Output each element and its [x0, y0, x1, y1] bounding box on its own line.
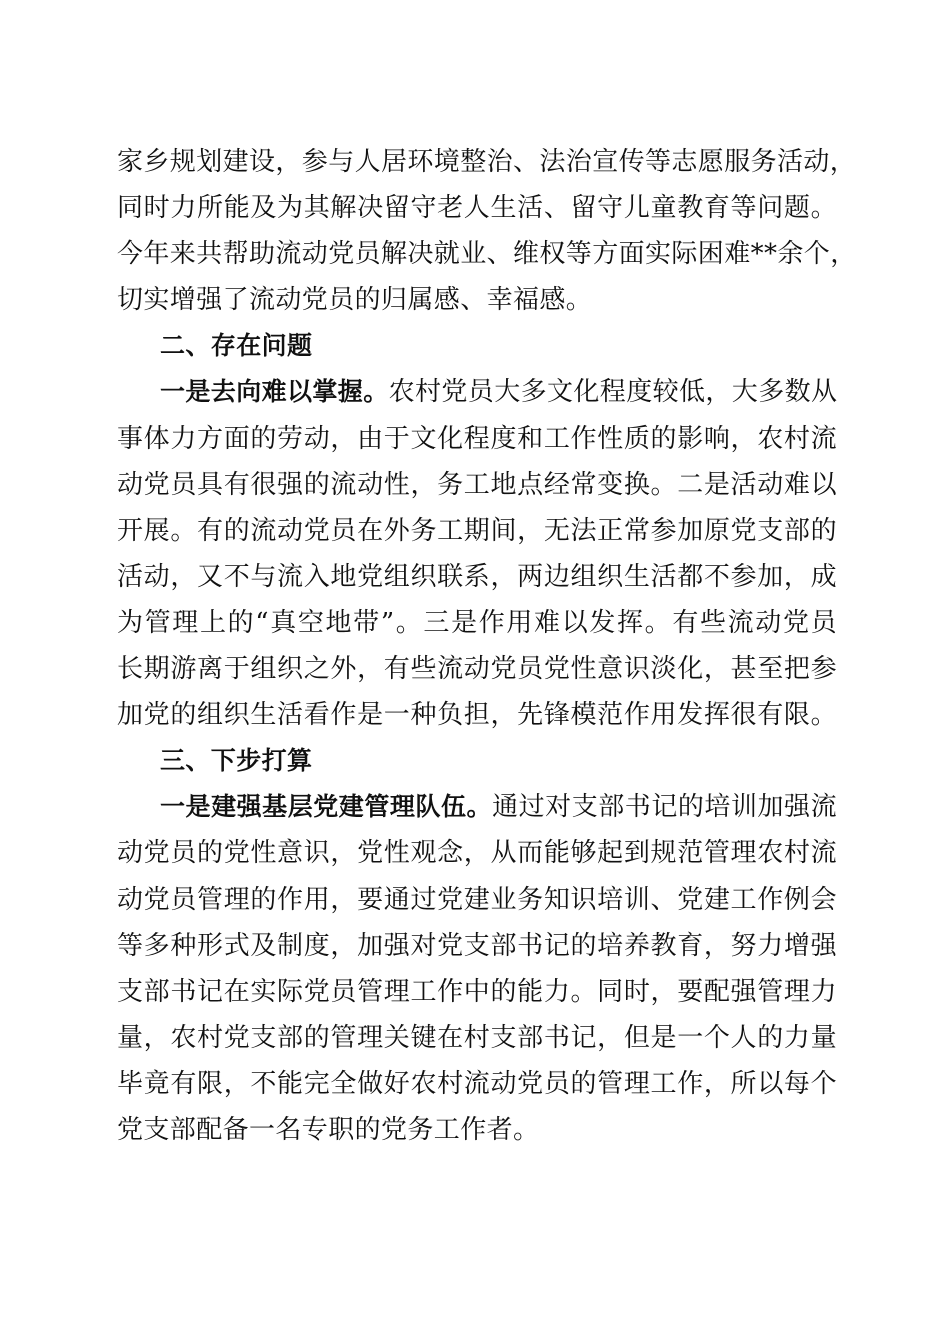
- paragraph-line: 为管理上的“真空地带”。三是作用难以发挥。有些流动党员: [117, 607, 837, 638]
- paragraph-lead: 一是建强基层党建管理队伍。: [160, 792, 493, 822]
- paragraph-text: 通过对支部书记的培训加强流: [492, 792, 838, 823]
- paragraph-line: 毕竟有限，不能完全做好农村流动党员的管理工作，所以每个: [117, 1068, 837, 1099]
- section-heading-next-steps: 三、下步打算: [160, 746, 313, 776]
- paragraph-line: 切实增强了流动党员的归属感、幸福感。: [117, 285, 593, 316]
- paragraph-line: 动党员管理的作用，要通过党建业务知识培训、党建工作例会: [117, 884, 837, 915]
- paragraph-line: 支部书记在实际党员管理工作中的能力。同时，要配强管理力: [117, 976, 837, 1007]
- paragraph-line: 加党的组织生活看作是一种负担，先锋模范作用发挥很有限。: [117, 700, 837, 731]
- paragraph-lead: 一是去向难以掌握。: [160, 377, 389, 407]
- paragraph-line: 动党员具有很强的流动性，务工地点经常变换。二是活动难以: [117, 469, 837, 500]
- paragraph-line: 量，农村党支部的管理关键在村支部书记，但是一个人的力量: [117, 1022, 837, 1053]
- document-page: [117, 139, 857, 1153]
- paragraph-line: 活动，又不与流入地党组织联系，两边组织生活都不参加，成: [117, 561, 837, 592]
- paragraph-line: 今年来共帮助流动党员解决就业、维权等方面实际困难**余个，: [117, 239, 857, 270]
- paragraph-first-line: [117, 784, 837, 830]
- section-heading-problems: 二、存在问题: [160, 331, 313, 361]
- paragraph-line: 党支部配备一名专职的党务工作者。: [117, 1114, 540, 1145]
- paragraph-line: 等多种形式及制度，加强对党支部书记的培养教育，努力增强: [117, 930, 837, 961]
- paragraph-line: 事体力方面的劳动，由于文化程度和工作性质的影响，农村流: [117, 423, 837, 454]
- paragraph-line: 动党员的党性意识，党性观念，从而能够起到规范管理农村流: [117, 838, 837, 869]
- paragraph-line: 长期游离于组织之外，有些流动党员党性意识淡化，甚至把参: [117, 654, 837, 685]
- paragraph-text: 农村党员大多文化程度较低，大多数从: [388, 377, 838, 408]
- paragraph-first-line: [117, 369, 837, 415]
- paragraph-line: 家乡规划建设，参与人居环境整治、法治宣传等志愿服务活动，: [117, 147, 857, 177]
- paragraph-line: 开展。有的流动党员在外务工期间，无法正常参加原党支部的: [117, 515, 837, 546]
- paragraph-line: 同时力所能及为其解决留守老人生活、留守儿童教育等问题。: [117, 193, 837, 224]
